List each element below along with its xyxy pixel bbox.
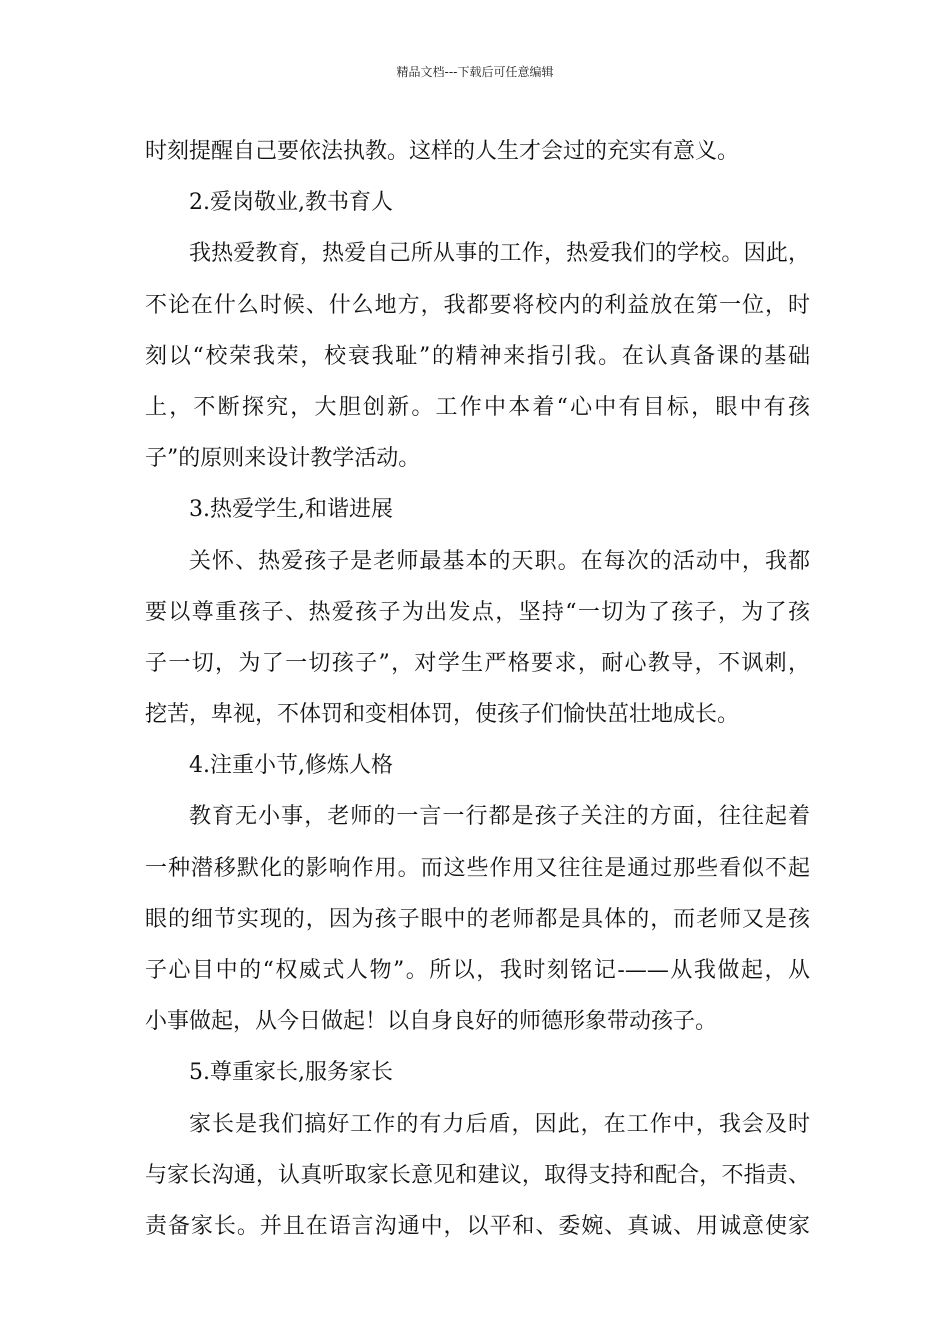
paragraph-line: 要以尊重孩子、热爱孩子为出发点，坚持“一切为了孩子，为了孩 (145, 599, 810, 625)
paragraph-line: 教育无小事，老师的一言一行都是孩子关注的方面，往往起着 (189, 804, 810, 830)
paragraph-line: 关怀、热爱孩子是老师最基本的天职。在每次的活动中，我都 (189, 548, 810, 574)
document-body (145, 126, 810, 1252)
paragraph-line: 我热爱教育，热爱自己所从事的工作，热爱我们的学校。因此， (189, 241, 810, 267)
paragraph-line: 眼的细节实现的，因为孩子眼中的老师都是具体的，而老师又是孩 (145, 906, 810, 932)
paragraph-line: 小事做起，从今日做起！以自身良好的师德形象带动孩子。 (145, 1009, 718, 1035)
paragraph-line: 刻以“校荣我荣，校衰我耻”的精神来指引我。在认真备课的基础 (145, 343, 810, 369)
paragraph-line: 上，不断探究，大胆创新。工作中本着“心中有目标，眼中有孩 (145, 394, 810, 420)
paragraph-line: 子”的原则来设计教学活动。 (145, 446, 421, 472)
paragraph-line: 挖苦，卑视，不体罚和变相体罚，使孩子们愉快茁壮地成长。 (145, 702, 740, 728)
paragraph-line: 不论在什么时候、什么地方，我都要将校内的利益放在第一位，时 (145, 292, 810, 318)
paragraph-line: 时刻提醒自己要依法执教。这样的人生才会过的充实有意义。 (145, 139, 740, 164)
paragraph-line: 与家长沟通，认真听取家长意见和建议，取得支持和配合，不指责、 (145, 1162, 810, 1188)
section-heading: 5.尊重家长,服务家长 (189, 1060, 393, 1086)
paragraph-line: 一种潜移默化的影响作用。而这些作用又往往是通过那些看似不起 (145, 855, 810, 881)
paragraph-line: 子一切，为了一切孩子”，对学生严格要求，耐心教导，不讽刺， (145, 650, 810, 676)
paragraph-line: 责备家长。并且在语言沟通中，以平和、委婉、真诚、用诚意使家 (145, 1213, 810, 1239)
paragraph-line: 子心目中的“权威式人物”。所以，我时刻铭记-——从我做起，从 (145, 958, 810, 983)
page-header: 精品文档---下载后可任意编辑 (396, 65, 554, 79)
section-heading: 4.注重小节,修炼人格 (189, 753, 393, 779)
section-heading: 3.热爱学生,和谐进展 (189, 497, 393, 523)
paragraph-line: 家长是我们搞好工作的有力后盾，因此，在工作中，我会及时 (189, 1111, 810, 1137)
section-heading: 2.爱岗敬业,教书育人 (189, 190, 393, 216)
